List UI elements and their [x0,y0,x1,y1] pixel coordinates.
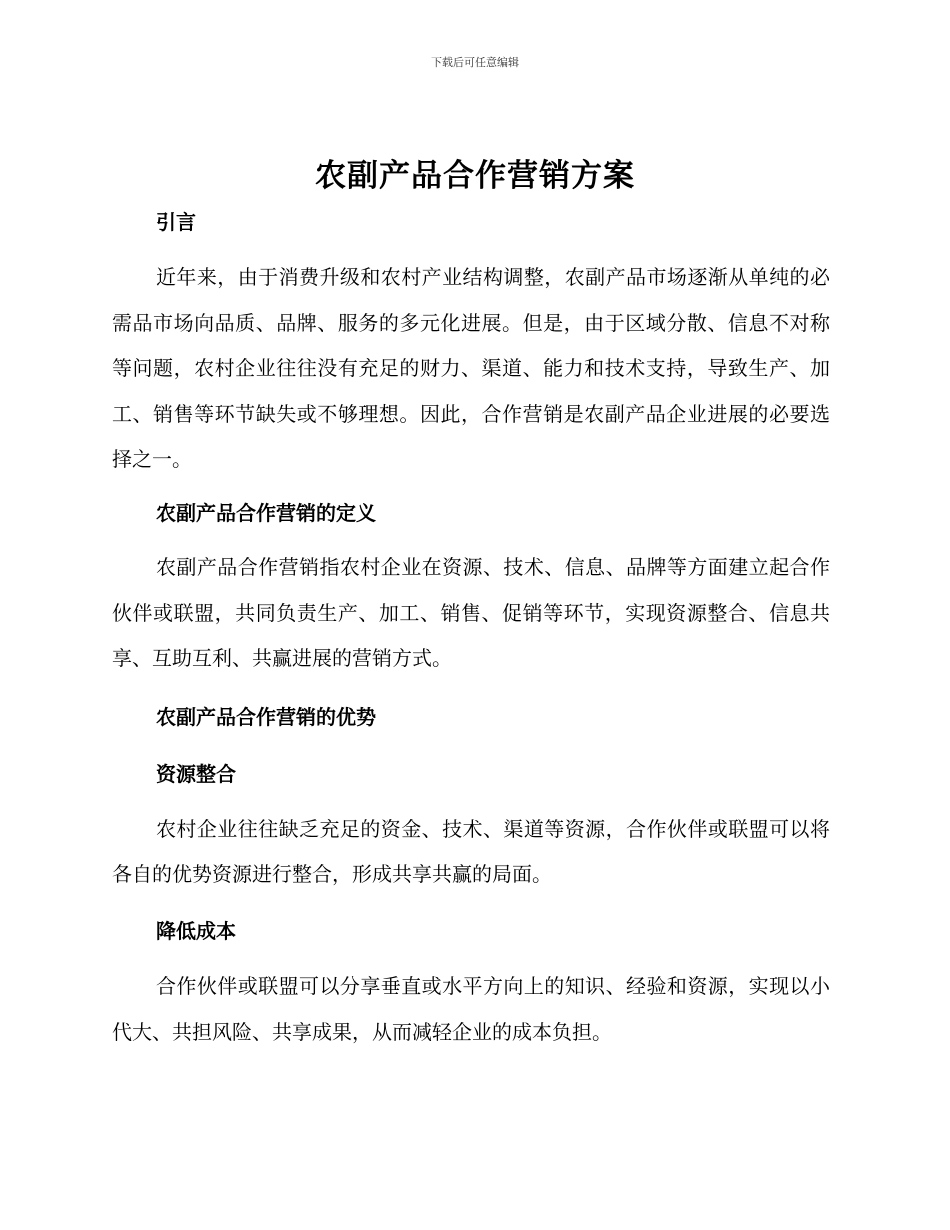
section-paragraph: 农副产品合作营销指农村企业在资源、技术、信息、品牌等方面建立起合作伙伴或联盟，共同负责生产、加工、销售、促销等环节，实现资源整合、信息共享、互助互利、共赢进展的营销方式。 [112,554,830,671]
section-paragraph: 合作伙伴或联盟可以分享垂直或水平方向上的知识、经验和资源，实现以小代大、共担风险、共享成果，从而减轻企业的成本负担。 [112,973,830,1044]
section-heading: 农副产品合作营销的优势 [156,704,376,729]
section-paragraph: 农村企业往往缺乏充足的资金、技术、渠道等资源，合作伙伴或联盟可以将各自的优势资源进行整合，形成共享共赢的局面。 [112,816,830,887]
section-cost-reduction [112,911,830,1055]
section-intro [112,202,830,483]
page-header-note: 下载后可任意编辑 [431,56,519,69]
section-definition [112,493,830,682]
section-heading: 引言 [156,210,196,234]
section-heading: 资源整合 [156,761,236,786]
section-resource-integration [112,754,830,898]
section-heading: 降低成本 [156,918,236,943]
document-body [112,200,830,1055]
section-heading: 农副产品合作营销的定义 [156,500,376,525]
document-title: 农副产品合作营销方案 [315,158,635,194]
section-paragraph: 近年来，由于消费升级和农村产业结构调整，农副产品市场逐渐从单纯的必需品市场向品质、品牌、服务的多元化进展。但是，由于区域分散、信息不对称等问题，农村企业往往没有充足的财力、渠道、能力和技术支持，导致生产、加工、销售等环节缺失或不够理想。因此，合作营销是农副产品企业进展的必要选择之一。 [112,265,830,472]
section-advantages [112,697,830,737]
